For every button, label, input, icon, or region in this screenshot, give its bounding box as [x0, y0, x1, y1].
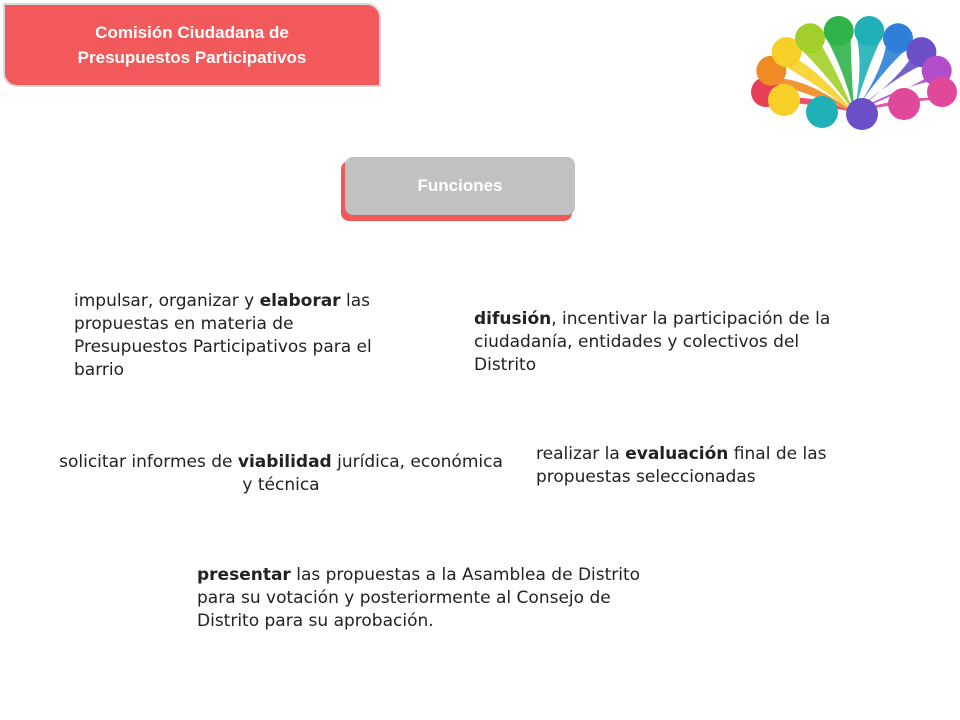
figure-head [806, 96, 838, 128]
people-circle-icon [744, 0, 960, 132]
figure-head [854, 16, 884, 46]
function-item: difusión, incentivar la participación de la ciudadanía, entidades y colectivos del Distrito [474, 309, 831, 375]
figure-head [846, 98, 878, 130]
function-item: impulsar, organizar y elaborar las propuestas en materia de Presupuestos Participativos para el barrio [74, 291, 372, 380]
figure-head [824, 16, 854, 46]
title-line-1: Comisión Ciudadana de [95, 23, 289, 42]
functions-button[interactable] [345, 157, 575, 215]
figure-head [768, 84, 800, 116]
function-item: realizar la evaluación final de las propuestas seleccionadas [536, 444, 827, 487]
title-box [3, 3, 381, 87]
function-item: presentar las propuestas a la Asamblea de Distrito para su votación y posteriormente al Consejo de Distrito para su aprobación. [197, 565, 641, 631]
function-item: solicitar informes de viabilidad jurídica, económica y técnica [59, 452, 503, 495]
title-line-2: Presupuestos Participativos [77, 48, 307, 67]
figure-head [927, 77, 957, 107]
functions-button-label: Funciones [417, 176, 503, 195]
figure-head [795, 23, 825, 53]
figure-head [888, 88, 920, 120]
